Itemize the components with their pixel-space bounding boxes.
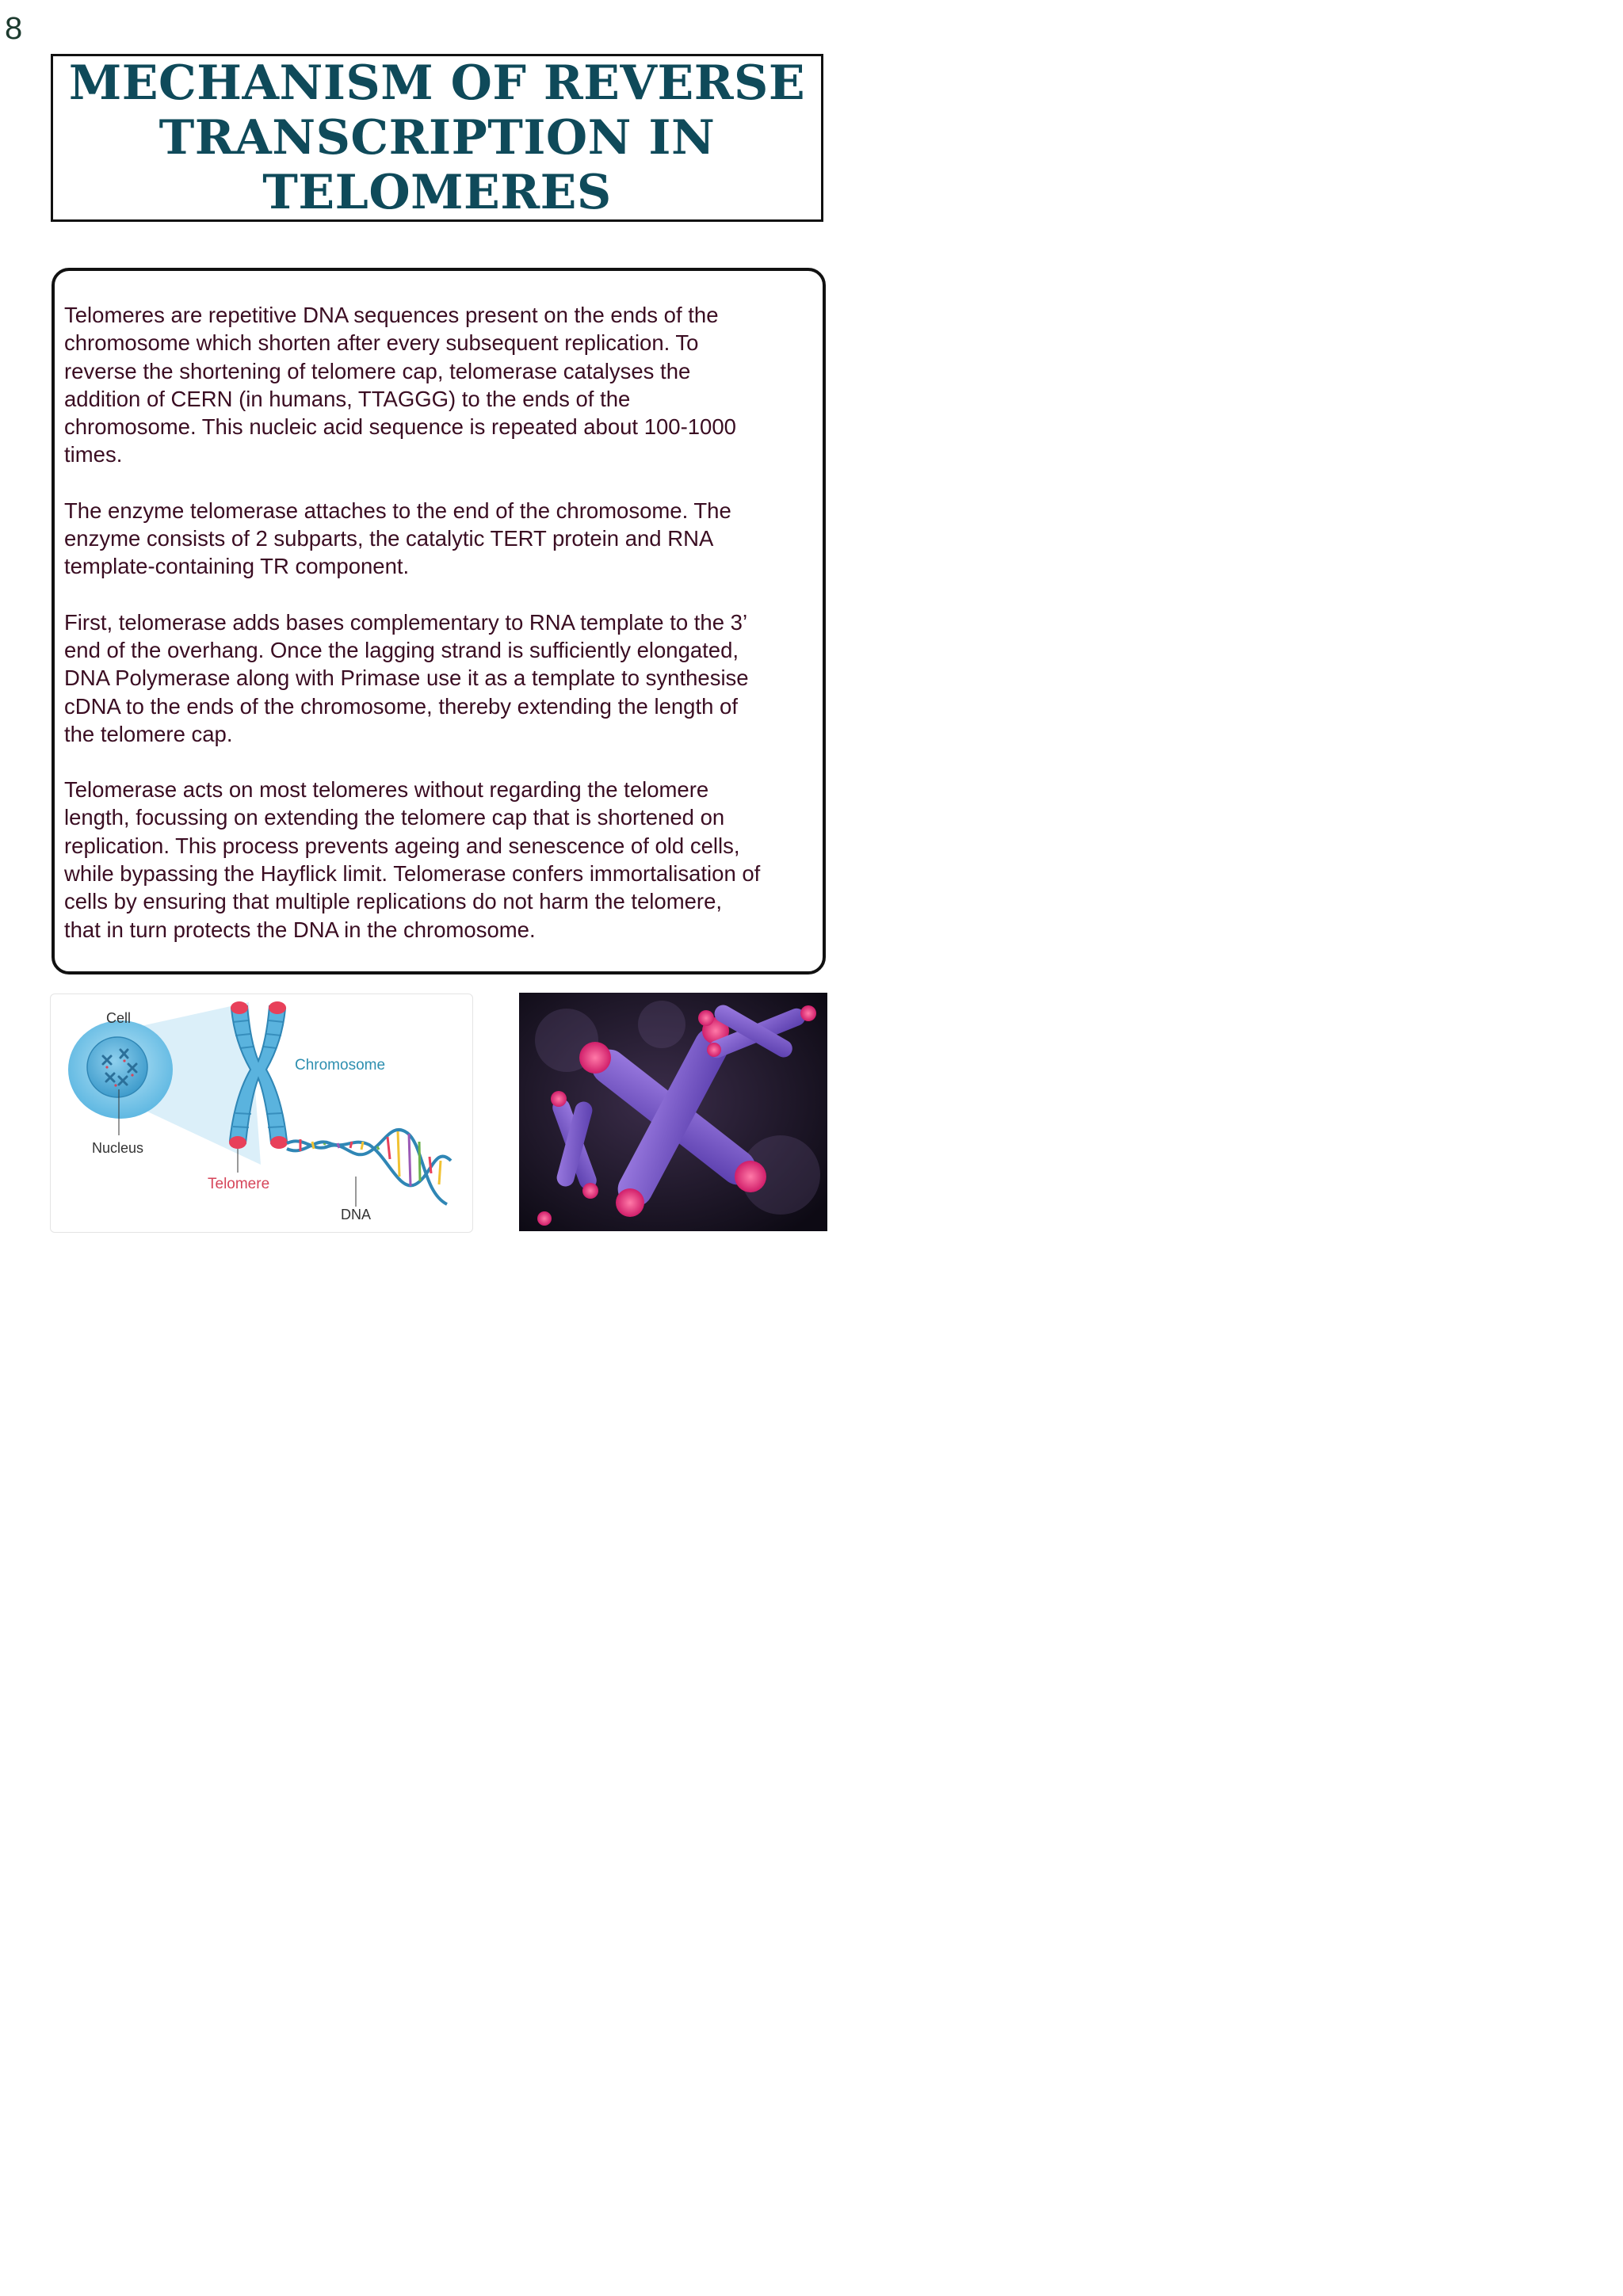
chromosome-illustration	[519, 993, 827, 1231]
page-number: 8	[5, 11, 23, 46]
chromosome-illustration-svg	[519, 993, 827, 1231]
label-dna: DNA	[341, 1207, 372, 1222]
paragraph-1: Telomeres are repetitive DNA sequences present on the ends of the chromosome which shorten after every subsequent replication. To reverse the shortening of telomere cap, telomerase catalyses the addition of CERN (in humans, TTAGGG) to the ends of the chromosome. This nucleic acid sequence is repeated about 100-1000 times.	[64, 303, 736, 467]
nucleus	[87, 1037, 147, 1097]
paragraph-4: Telomerase acts on most telomeres without regarding the telomere length, focussing on extending the telomere cap that is shortened on replication. This process prevents ageing and senescence of old cells, while bypassing the Hayflick limit. Telomerase confers immortalisation of cells by ensuring that multiple replications do not harm the telomere, that in turn protects the DNA in the chromosome.	[64, 777, 761, 942]
text-card	[52, 268, 826, 974]
paragraph-3: First, telomerase adds bases complementary to RNA template to the 3’ end of the overhang. Once the lagging strand is sufficiently elongated, DNA Polymerase along with Primase use it as a template to synthesise cDNA to the ends of the chromosome, thereby extending the length of the telomere cap.	[64, 609, 749, 746]
telomere-diagram	[50, 994, 473, 1233]
label-cell: Cell	[106, 1010, 132, 1026]
dna-helix	[287, 1130, 451, 1204]
paragraph-2: The enzyme telomerase attaches to the end of the chromosome. The enzyme consists of 2 subparts, the catalytic TERT protein and RNA template-containing TR component.	[64, 498, 731, 579]
label-telomere: Telomere	[208, 1176, 270, 1192]
page-title: MECHANISM OF REVERSE TRANSCRIPTION IN TELOMERES	[68, 55, 806, 220]
label-chromosome: Chromosome	[295, 1057, 386, 1074]
label-nucleus: Nucleus	[92, 1140, 144, 1156]
telomere-diagram-svg	[51, 994, 472, 1232]
title-box	[51, 54, 823, 222]
